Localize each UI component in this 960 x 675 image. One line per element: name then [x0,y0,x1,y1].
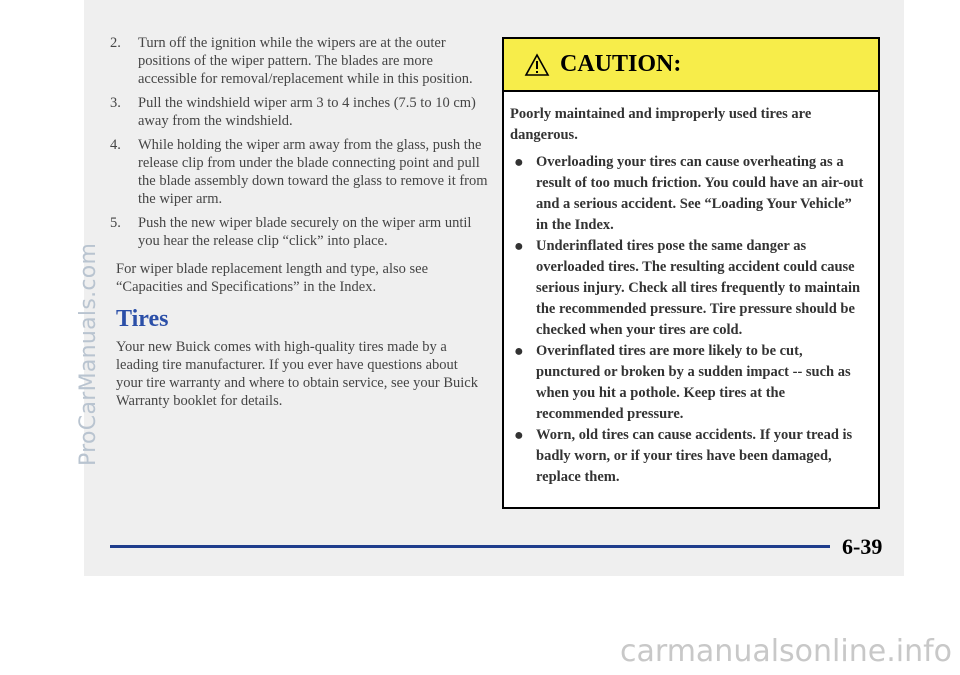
caution-bullet [510,152,864,236]
caution-intro: Poorly maintained and improperly used tires are dangerous. [510,106,812,143]
step-5 [110,214,488,250]
step-text: While holding the wiper arm away from the glass, push the release clip from under the blade connecting point and pull the blade assembly down toward the glass to remove it from the wiper arm. [138,137,488,207]
tires-paragraph: Your new Buick comes with high-quality tires made by a leading tire manufacturer. If you ever have questions about your tire warranty and where to obtain service, see your Buick Warranty booklet for details. [116,339,478,409]
bullet-text: Worn, old tires can cause accidents. If your tread is badly worn, or if your tires have been damaged, replace them. [536,427,853,485]
tires-heading: Tires [116,306,169,332]
bullet-icon: ● [514,154,524,171]
caution-header [504,39,878,92]
step-number: 3. [110,95,121,111]
step-text: Push the new wiper blade securely on the wiper arm until you hear the release clip “click” into place. [138,215,472,249]
bullet-text: Underinflated tires pose the same danger as overloaded tires. The resulting accident could cause serious injury. Check all tires frequently to maintain the recommended pressure. Tire pressure should be checked when your tires are cold. [536,238,861,338]
step-text: Turn off the ignition while the wipers are at the outer positions of the wiper pattern. The blades are more accessible for removal/replacement while in this position. [138,35,473,87]
bullet-icon: ● [514,343,524,360]
footer-rule [110,545,830,548]
caution-bullet [510,236,864,341]
step-2 [110,34,488,88]
step-number: 4. [110,137,121,153]
bullet-icon: ● [514,427,524,444]
step-text: Pull the windshield wiper arm 3 to 4 inches (7.5 to 10 cm) away from the windshield. [138,95,476,129]
caution-body [504,92,878,488]
caution-bullet [510,425,864,488]
caution-box [502,37,880,509]
caution-title: CAUTION: [560,51,682,77]
side-watermark: ProCarManuals.com [76,242,101,466]
step-number: 2. [110,35,121,51]
caution-bullet [510,341,864,425]
step-4 [110,136,488,208]
bottom-watermark: carmanualsonline.info [620,634,952,669]
step-number: 5. [110,215,121,231]
step-3 [110,94,488,130]
bullet-icon: ● [514,238,524,255]
wiper-note: For wiper blade replacement length and type, also see “Capacities and Specifications” in the Index. [116,261,429,295]
left-column [110,34,488,420]
warning-triangle-icon [524,53,550,77]
bullet-text: Overloading your tires can cause overheating as a result of too much friction. You could have an air-out and a serious accident. See “Loading Your Vehicle” in the Index. [536,154,864,233]
page-number: 6-39 [842,534,883,559]
bullet-text: Overinflated tires are more likely to be cut, punctured or broken by a sudden impact -- such as when you hit a pothole. Keep tires at the recommended pressure. [536,343,851,422]
